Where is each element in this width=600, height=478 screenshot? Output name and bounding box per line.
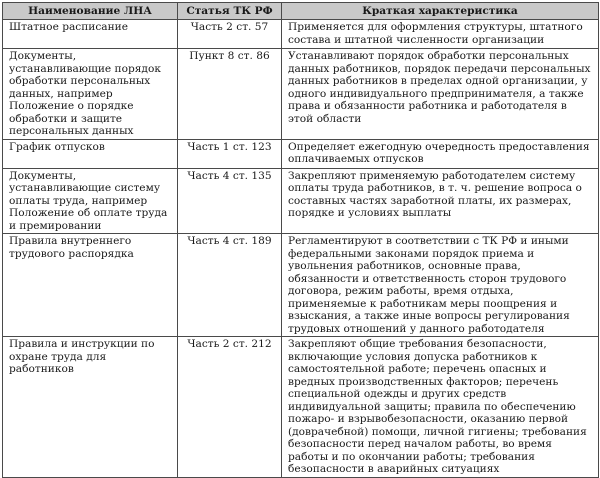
table-header-row bbox=[3, 3, 599, 20]
row-description: Устанавливают порядок обработки персональных данных работников, порядок передачи персональных данных работников в пределах одной организации, у одного индивидуального предпринимателя, а также права и обязанности работника и работодателя в этой области bbox=[282, 49, 599, 140]
row-description: Закрепляют применяемую работодателем систему оплаты труда работников, в т. ч. решение вопроса о составных частях заработной платы, их размерах, порядке и условиях выплаты bbox=[282, 168, 599, 234]
table-row bbox=[3, 234, 599, 337]
row-tk-article: Часть 4 ст. 189 bbox=[178, 234, 282, 337]
row-tk-article: Часть 2 ст. 212 bbox=[178, 337, 282, 478]
header-description: Краткая характеристика bbox=[282, 3, 599, 20]
table-row bbox=[3, 20, 599, 49]
row-lna-name: Документы, устанавливающие систему оплаты труда, например Положение об оплате труда и премировании bbox=[3, 168, 178, 234]
row-lna-name: Штатное расписание bbox=[3, 20, 178, 49]
header-lna-name: Наименование ЛНА bbox=[3, 3, 178, 20]
row-tk-article: Часть 2 ст. 57 bbox=[178, 20, 282, 49]
lna-table bbox=[2, 2, 599, 478]
row-lna-name: График отпусков bbox=[3, 139, 178, 168]
row-description: Определяет ежегодную очередность предоставления оплачиваемых отпусков bbox=[282, 139, 599, 168]
header-tk-article: Статья ТК РФ bbox=[178, 3, 282, 20]
table-row bbox=[3, 168, 599, 234]
row-description: Регламентируют в соответствии с ТК РФ и иными федеральными законами порядок приема и увольнения работников, основные права, обязанности и ответственность сторон трудового договора, режим работы, время отдыха, применяемые к работникам меры поощрения и взыскания, а также иные вопросы регулирования трудовых отношений у данного работодателя bbox=[282, 234, 599, 337]
row-lna-name: Правила внутреннего трудового распорядка bbox=[3, 234, 178, 337]
table-row bbox=[3, 49, 599, 140]
row-description: Применяется для оформления структуры, штатного состава и штатной численности организации bbox=[282, 20, 599, 49]
row-tk-article: Часть 4 ст. 135 bbox=[178, 168, 282, 234]
row-description: Закрепляют общие требования безопасности, включающие условия допуска работников к самостоятельной работе; перечень опасных и вредных производственных факторов; перечень специальной одежды и других средств индивидуальной защиты; правила по обеспечению пожаро- и взрывобезопасности, оказанию первой (доврачебной) помощи, личной гигиены; требования безопасности перед началом работы, во время работы и по окончании работы; требования безопасности в аварийных ситуациях bbox=[282, 337, 599, 478]
row-tk-article: Часть 1 ст. 123 bbox=[178, 139, 282, 168]
row-lna-name: Правила и инструкции по охране труда для работников bbox=[3, 337, 178, 478]
table-row bbox=[3, 139, 599, 168]
row-tk-article: Пункт 8 ст. 86 bbox=[178, 49, 282, 140]
row-lna-name: Документы, устанавливающие порядок обработки персональных данных, например Положение о порядке обработки и защите персональных данных bbox=[3, 49, 178, 140]
table-row bbox=[3, 337, 599, 478]
